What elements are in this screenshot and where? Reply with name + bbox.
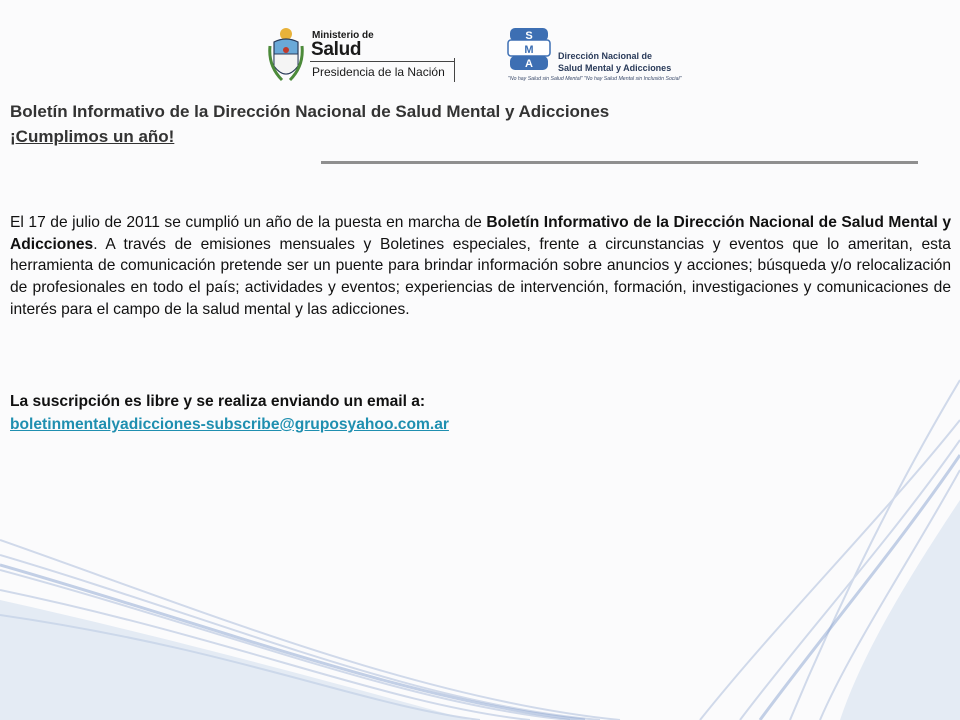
sma-letter-m: M	[524, 44, 534, 56]
coat-of-arms-icon	[268, 26, 304, 84]
ministerio-divider	[310, 61, 454, 62]
body-bold-name: Boletín Informativo de la Dirección Nacional de Salud Mental y Adicciones	[10, 214, 952, 253]
page-title: Boletín Informativo de la Dirección Nacional de Salud Mental y Adicciones	[10, 102, 610, 121]
sma-mark-icon	[506, 26, 552, 74]
ministerio-line1: Ministerio de	[312, 30, 374, 41]
body-intro: El 17 de julio de 2011 se cumplió un año de la puesta en marcha de	[10, 214, 487, 231]
body-paragraph	[10, 212, 951, 321]
subscription-label: La suscripción es libre y se realiza enviando un email a:	[10, 393, 426, 410]
dnsma-line2: Salud Mental y Adicciones	[558, 63, 672, 73]
ministerio-salud-logo	[268, 26, 458, 86]
sma-letter-s: S	[525, 30, 533, 42]
subscribe-email-link[interactable]: boletinmentalyadicciones-subscribe@gruposyahoo.com.ar	[10, 416, 449, 433]
page-subtitle: ¡Cumplimos un año!	[10, 127, 175, 146]
horizontal-rule	[321, 161, 918, 164]
dnsma-tagline: "No hay Salud sin Salud Mental" "No hay Salud Mental sin Inclusión Social"	[508, 76, 682, 82]
ministerio-vbar	[454, 58, 455, 82]
dnsma-line1: Dirección Nacional de	[558, 51, 653, 61]
ministerio-line3: Presidencia de la Nación	[312, 65, 445, 79]
dnsma-logo	[506, 26, 706, 86]
ministerio-line2: Salud	[311, 39, 362, 60]
sma-letter-a: A	[525, 58, 533, 70]
body-rest: . A través de emisiones mensuales y Boletines especiales, frente a circunstancias y eventos que lo ameritan, esta herramienta de comunicación pretende ser un puente para brindar información sobre anuncios y acciones; búsqueda y/o relocalización de profesionales en todo el país; actividades y eventos; experiencias de intervención, formación, investigaciones y comunicaciones de interés para el campo de la salud mental y las adicciones.	[10, 235, 951, 318]
